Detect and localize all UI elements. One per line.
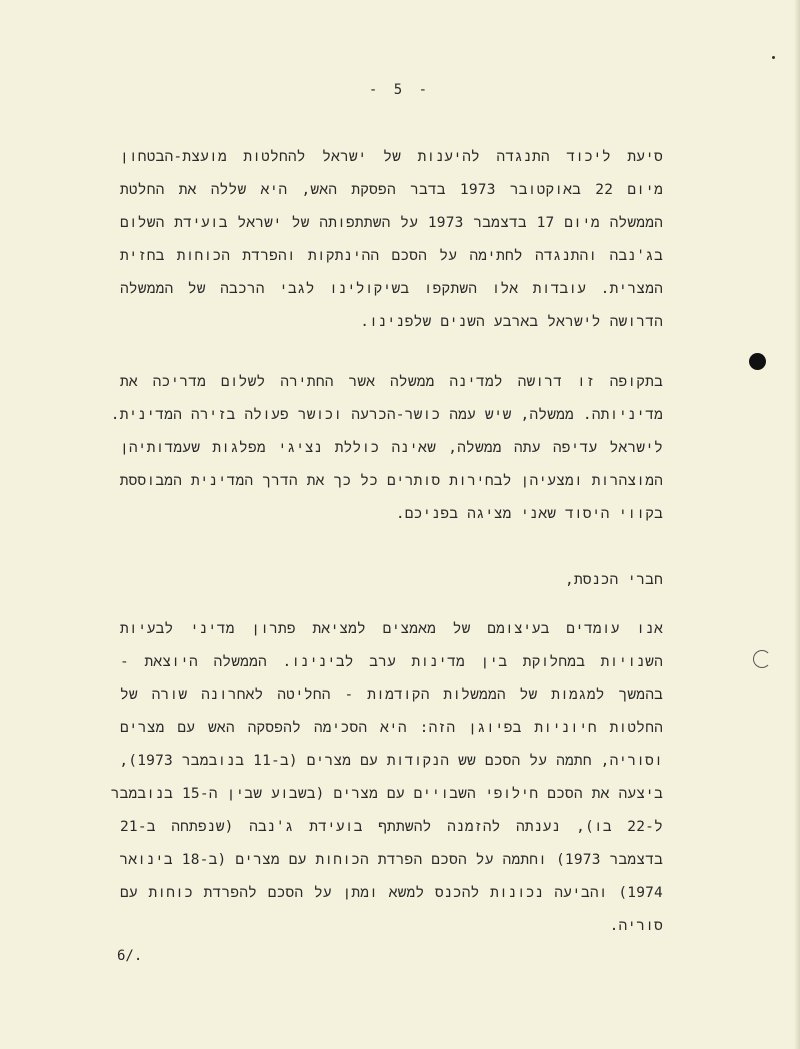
binder-punch-hole — [749, 353, 766, 370]
paragraph-3-line-7: ל-22 בו), נענתה להזמנה להשתתף בועידת ג'נבה (שנפתחה ב-21 — [120, 819, 663, 835]
paragraph-3-line-4: החלטות חיוניות בפיוגן הזה: היא הסכימה להפסקה האש עם מצרים — [120, 720, 663, 736]
paragraph-1-line-1: סיעת ליכוד התנגדה להיענות של ישראל להחלטות מועצת-הבטחון — [120, 149, 663, 165]
page-number: - 5 - — [368, 82, 432, 98]
paragraph-2-line-5: בקווי היסוד שאני מציגה בפניכם. — [395, 506, 663, 522]
paragraph-1-line-4: בג'נבה והתנגדה לחתימה על הסכם ההינתקות והפרדת הכוחות בחזית — [120, 248, 663, 264]
paper-speck — [772, 56, 775, 59]
paragraph-3-line-8: בדצמבר 1973) וחתמה על הסכם הפרדת הכוחות עם מצרים (ב-18 בינואר — [119, 852, 663, 868]
salutation: חברי הכנסת, — [565, 572, 663, 588]
paragraph-3-line-3: בהמשך למגמות של הממשלות הקודמות - החליטה לאחרונה שורה של — [120, 687, 663, 703]
next-page-reference: 6/. — [117, 948, 143, 964]
paragraph-3-line-2: השנויות במחלוקת בין מדינות ערב לבינינו. הממשלה היוצאת - — [120, 654, 663, 670]
paragraph-3-line-5: וסוריה, חתמה על הסכם שש הנקודות עם מצרים (ב-11 בנובמבר 1973), — [119, 753, 663, 769]
paragraph-1-line-2: מיום 22 באוקטובר 1973 בדבר הפסקת האש, היא שללה את החלטת — [120, 182, 663, 198]
page-edge-shadow — [794, 0, 800, 1049]
paragraph-1-line-5: המצרית. עובדות אלו השתקפו בשיקולינו לגבי הרכבה של הממשלה — [120, 281, 663, 297]
paragraph-2-line-3: לישראל עדיפה עתה ממשלה, שאינה כוללת נציגי מפלגות שעמדותיהן — [120, 440, 663, 456]
binder-hole-mark — [753, 650, 771, 668]
paragraph-3-line-9: 1974) והביעה נכונות להכנס למשא ומתן על הסכם להפרדת כוחות עם — [120, 885, 663, 901]
paragraph-1-line-3: הממשלה מיום 17 בדצמבר 1973 על השתתפותה של ישראל בועידת השלום — [120, 215, 663, 231]
paragraph-2-line-1: בתקופה זו דרושה למדינה ממשלה אשר החתירה לשלום מדריכה את — [120, 374, 663, 390]
paragraph-2-line-2: מדיניותה. ממשלה, שיש עמה כושר-הכרעה וכושר פעולה בזירה המדינית. — [110, 407, 663, 423]
paragraph-1-line-6: הדרושה לישראל בארבע השנים שלפנינו. — [360, 314, 663, 330]
paragraph-3-line-1: אנו עומדים בעיצומם של מאמצים למציאת פתרון מדיני לבעיות — [120, 621, 663, 637]
paragraph-3-line-6: ביצעה את הסכם חילופי השבויים עם מצרים (בשבוע שבין ה-15 בנובמבר — [110, 786, 663, 802]
paragraph-2-line-4: המוצהרות ומצעיהן לבחירות סותרים כל כך את הדרך המדינית המבוססת — [119, 473, 663, 489]
paragraph-3-line-10: סוריה. — [609, 918, 663, 934]
